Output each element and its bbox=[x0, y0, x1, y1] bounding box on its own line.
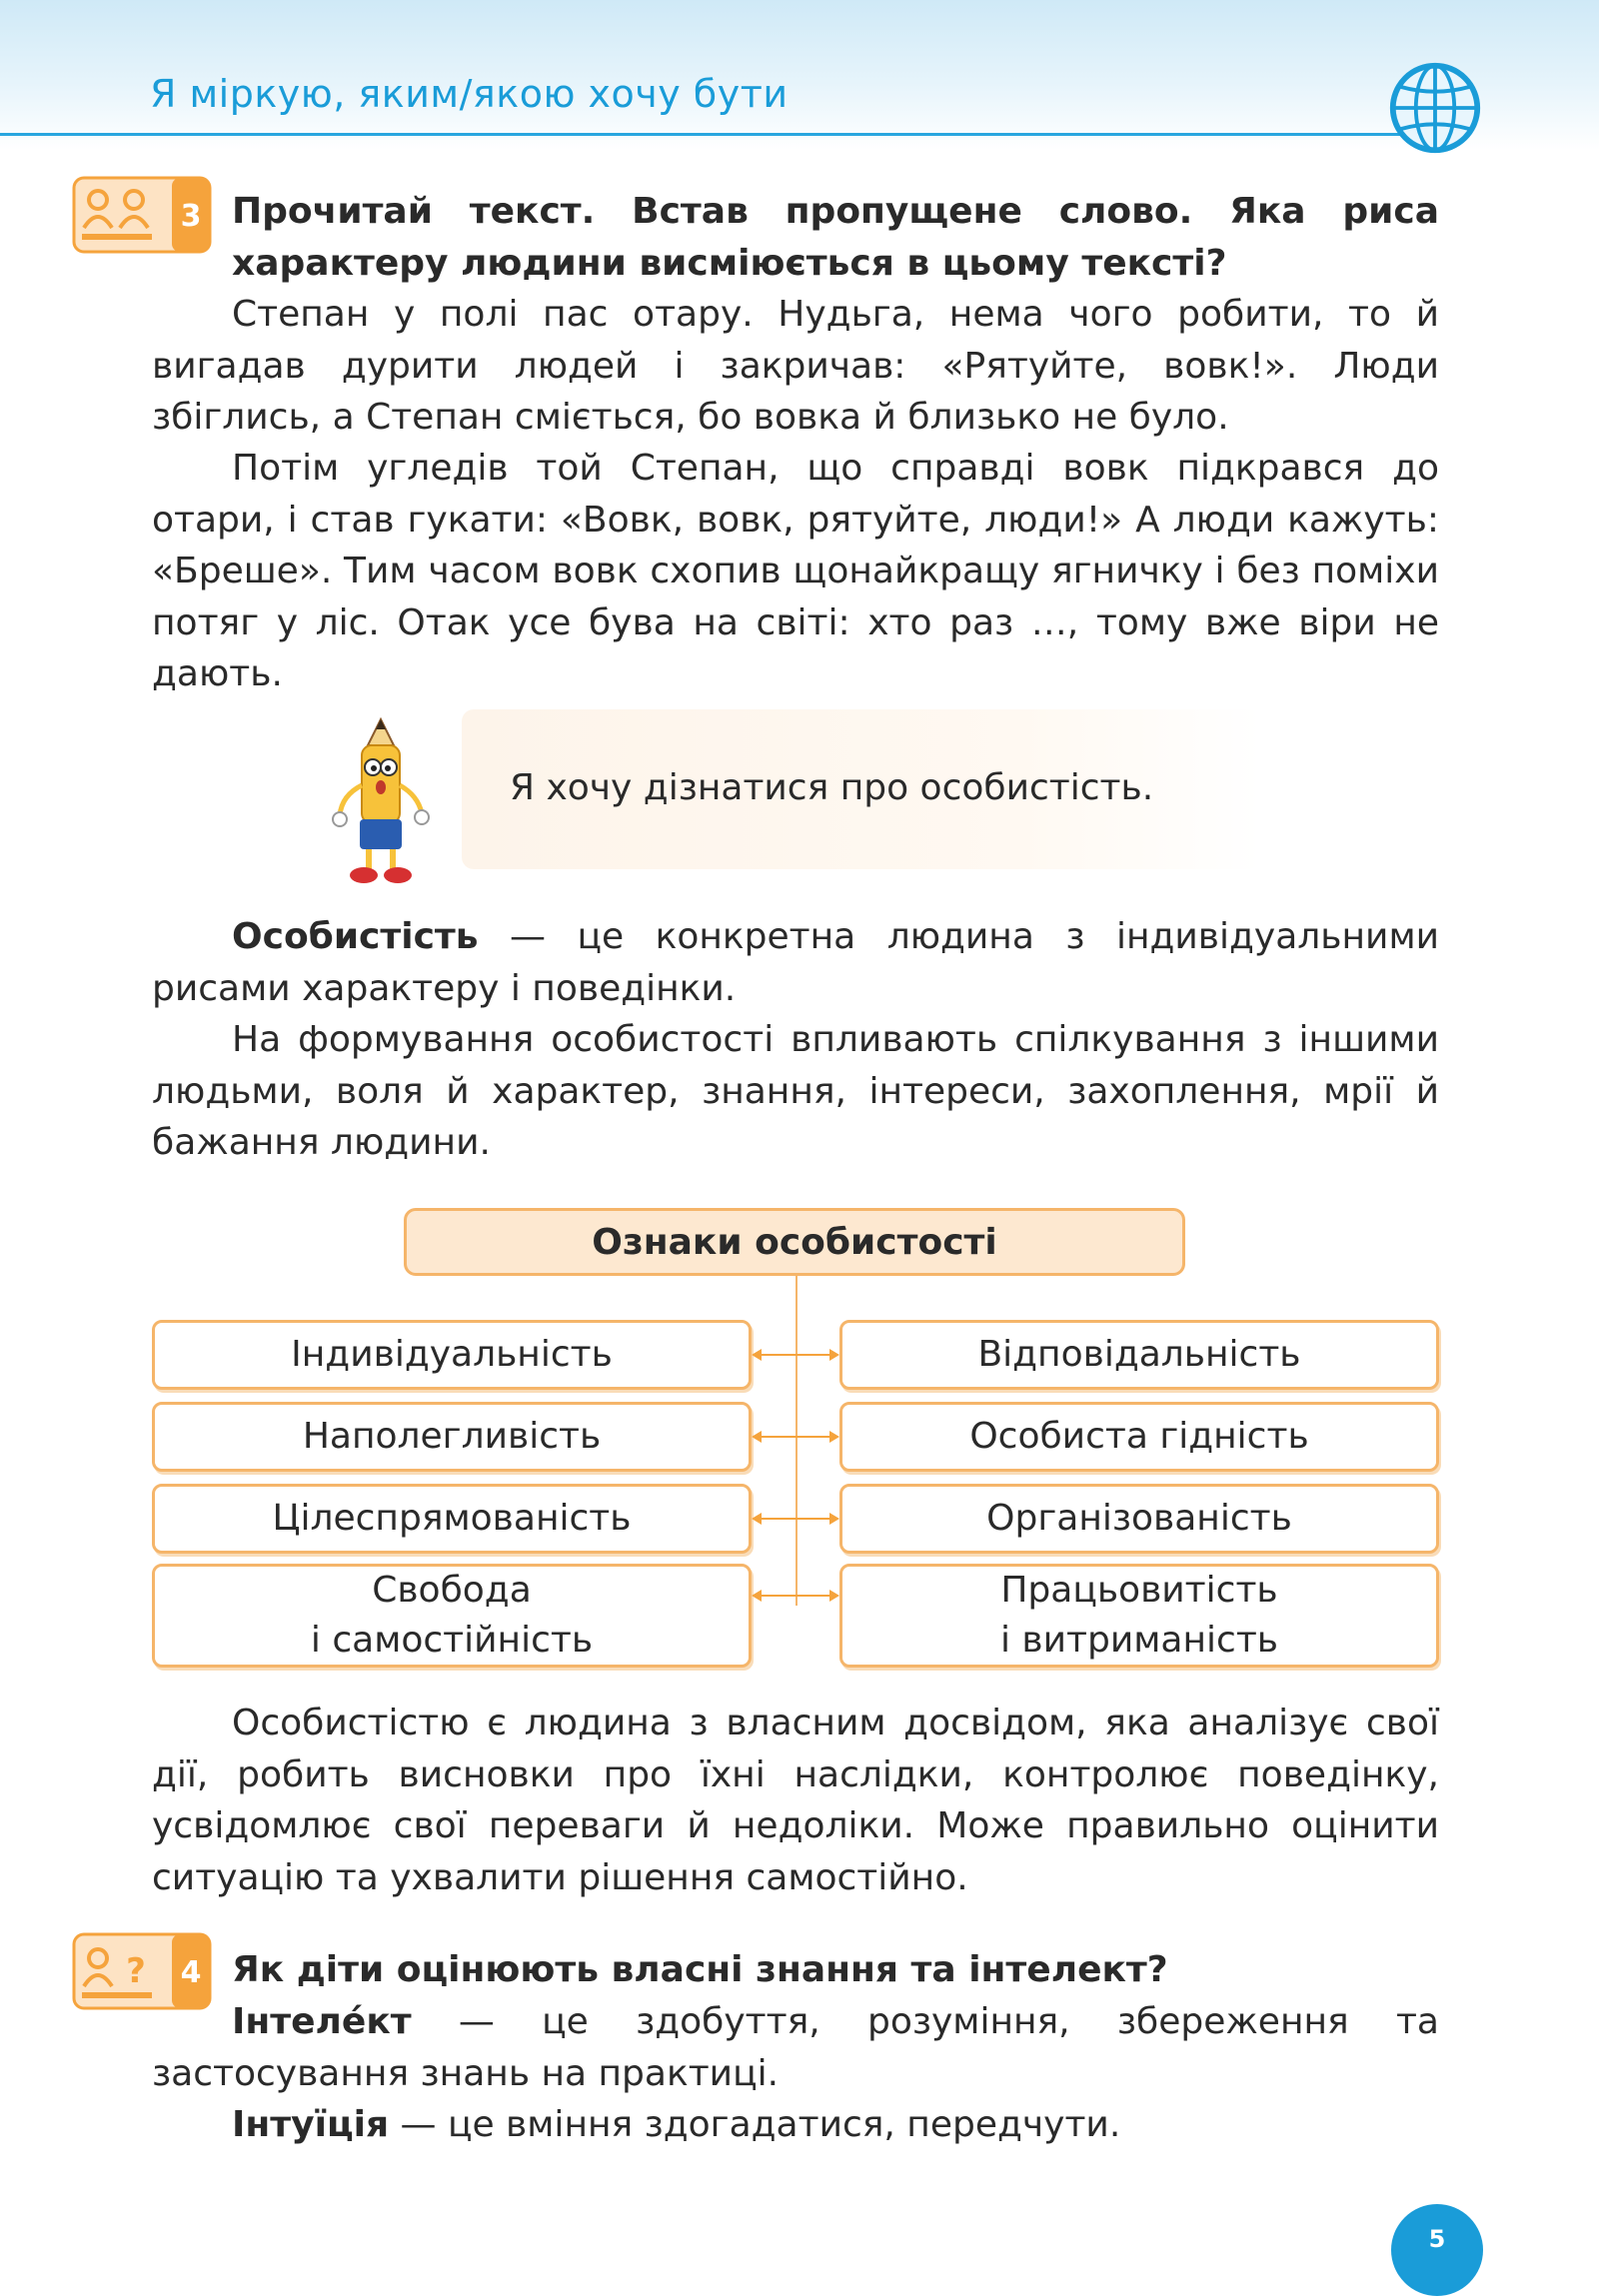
double-arrow-icon bbox=[752, 1345, 839, 1365]
intuition-rest: — це вміння здогадатися, передчути. bbox=[389, 2104, 1121, 2145]
task4-question: Як діти оцінюють власні знання та інтелект? bbox=[232, 1949, 1168, 1990]
chapter-title: Я міркую, яким/якою хочу бути bbox=[150, 72, 789, 116]
term-intellect: Інтеле́кт bbox=[232, 2001, 412, 2042]
trait-left-3: Цілеспрямованість bbox=[152, 1484, 752, 1554]
scheme-title: Ознаки особистості bbox=[404, 1208, 1185, 1276]
pencil-mascot-icon bbox=[322, 715, 440, 891]
intellect-rest: — це здобуття, розуміння, збереження та застосування знань на практиці. bbox=[152, 2001, 1439, 2094]
story-paragraph-1: Степан у полі пас отару. Нудьга, нема чого робити, то й вигадав дурити людей і закричав: «Рятуйте, вовк!». Люди збіглись, а Степан сміється, бо вовка й близько не було. bbox=[152, 294, 1439, 438]
pair-work-icon bbox=[72, 176, 212, 254]
double-arrow-icon bbox=[752, 1509, 839, 1529]
callout-text: Я хочу дізнатися про особистість. bbox=[510, 767, 1154, 808]
story-paragraph-2: Потім угледів той Степан, що справді вовк підкрався до отари, і став гукати: «Вовк, вовк, рятуйте, люди!» А люди кажуть: «Бреше». Тим часом вовк схопив щонайкращу ягничку і без поміхи потяг у ліс. Отак усе бува на світі: хто раз …, тому вже віри не дають. bbox=[152, 448, 1439, 694]
globe-icon bbox=[1387, 60, 1483, 156]
svg-text:?: ? bbox=[126, 1951, 146, 1991]
double-arrow-icon bbox=[752, 1586, 839, 1606]
summary-paragraph: Особистістю є людина з власним досвідом, яка аналізує свої дії, робить висновки про їхні наслідки, контролює поведінку, усвідомлює свої переваги й недоліки. Може правильно оцінити ситуацію та ухвалити рішення самостійно. bbox=[152, 1703, 1439, 1898]
term-personality: Особистість bbox=[232, 916, 479, 957]
trait-right-3: Організованість bbox=[839, 1484, 1439, 1554]
task-number: 4 bbox=[180, 1955, 202, 1990]
header-divider bbox=[0, 133, 1439, 136]
task-number: 3 bbox=[180, 199, 202, 234]
trait-right-1: Відповідальність bbox=[839, 1320, 1439, 1390]
trait-left-2: Наполегливість bbox=[152, 1402, 752, 1472]
double-arrow-icon bbox=[752, 1427, 839, 1447]
task3-question: Прочитай текст. Встав пропущене слово. Яка риса характеру людини висміюється в цьому тексті? bbox=[232, 191, 1439, 284]
intuition-definition bbox=[152, 2099, 1439, 2151]
page-number: 5 bbox=[1391, 2204, 1483, 2296]
trait-right-2: Особиста гідність bbox=[839, 1402, 1439, 1472]
trait-left-1: Індивідуальність bbox=[152, 1320, 752, 1390]
influence-paragraph: На формування особистості впливають спілкування з іншими людьми, воля й характер, знання, інтереси, захоплення, мрії й бажання людини. bbox=[152, 1019, 1439, 1163]
personality-definition bbox=[152, 911, 1439, 1014]
trait-left-4: Свобода і самостійність bbox=[152, 1564, 752, 1668]
definition-rest: — це конкретна людина з індивідуальними рисами характеру і поведінки. bbox=[152, 916, 1439, 1009]
trait-right-4: Працьовитість і витриманість bbox=[839, 1564, 1439, 1668]
term-intuition: Інтуїція bbox=[232, 2104, 390, 2145]
intellect-definition bbox=[152, 1996, 1439, 2099]
